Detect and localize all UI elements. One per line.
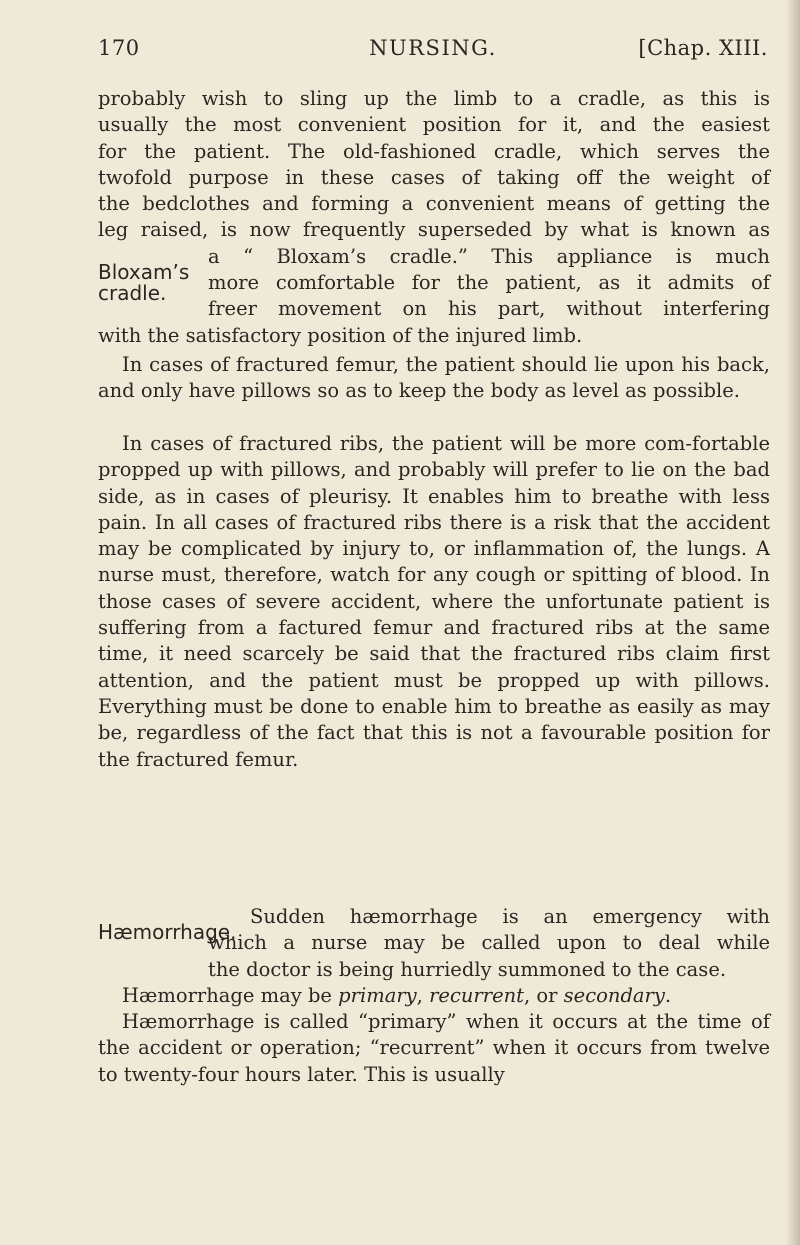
types-end: . (664, 984, 672, 1007)
text-line: probably wish to sling up the limb to a cradle, as this is (98, 87, 770, 110)
text-line: the bedclothes and forming a convenient means of getting the (98, 192, 770, 216)
paragraph-cradle (98, 86, 770, 349)
paragraph-types (98, 983, 770, 1009)
sidenote-bloxam: Bloxam’s cradle. (98, 260, 190, 305)
text-line: more comfortable for the patient, as it admits of (208, 271, 770, 295)
text-line: Sudden hæmorrhage is an emergency with (250, 905, 770, 928)
text-line: for the patient. The old-fashioned cradle, which serves the (98, 139, 770, 163)
types-sep: , (416, 984, 430, 1007)
text-line: a “ Bloxam’s cradle.” This appliance is much (208, 244, 770, 268)
running-title: NURSING. (369, 36, 497, 60)
term-secondary: secondary (563, 984, 665, 1007)
paragraph-primary: Hæmorrhage is called “primary” when it occurs at the time of the accident or operation; “recurrent” when it occurs from twelve to twenty-four hours later. This is usually (98, 1010, 770, 1086)
sidenote-haemorrhage: Hæmorrhage. (98, 920, 237, 944)
text-line: usually the most convenient position for it, and the easiest (98, 113, 770, 137)
text-line: with the satisfactory position of the injured limb. (98, 323, 583, 347)
paragraph-ribs: In cases of fractured ribs, the patient will be more com-fortable propped up with pillows, and probably will prefer to lie on the bad side, as in cases of pleurisy. It enables him to breathe with less pain. In all cases of fractured ribs there is a risk that the accident may be complicated by injury to, or inflammation of, the lungs. A nurse must, therefore, watch for any cough or spitting of blood. In those cases of severe accident, where the unfortunate patient is suffering from a factured femur and fractured ribs at the same time, it need scarcely be said that the fractured ribs claim first attention, and the patient must be propped up with pillows. Everything must be done to enable him to breathe as easily as may be, regardless of the fact that this is not a favourable position for the fractured femur. (98, 432, 770, 771)
term-primary: primary (338, 984, 417, 1007)
paragraph-femur: In cases of fractured femur, the patient should lie upon his back, and only have pillows so as to keep the body as level as possible. (98, 353, 770, 403)
chapter-label: [Chap. XIII. (638, 36, 768, 60)
text-line: freer movement on his part, without interfering (208, 297, 770, 321)
types-lead: Hæmorrhage may be (122, 984, 339, 1007)
text-line: twofold purpose in these cases of taking off the weight of (98, 165, 770, 189)
term-recurrent: recurrent (429, 984, 524, 1007)
page-edge-shadow (786, 0, 800, 1245)
text-line: the doctor is being hurriedly summoned to the case. (208, 957, 727, 981)
text-line: leg raised, is now frequently superseded by what is known as (98, 218, 770, 242)
types-sep: , or (524, 984, 564, 1007)
running-head (98, 36, 768, 66)
page-number: 170 (98, 36, 140, 60)
text-line: which a nurse may be called upon to deal while (208, 931, 770, 955)
